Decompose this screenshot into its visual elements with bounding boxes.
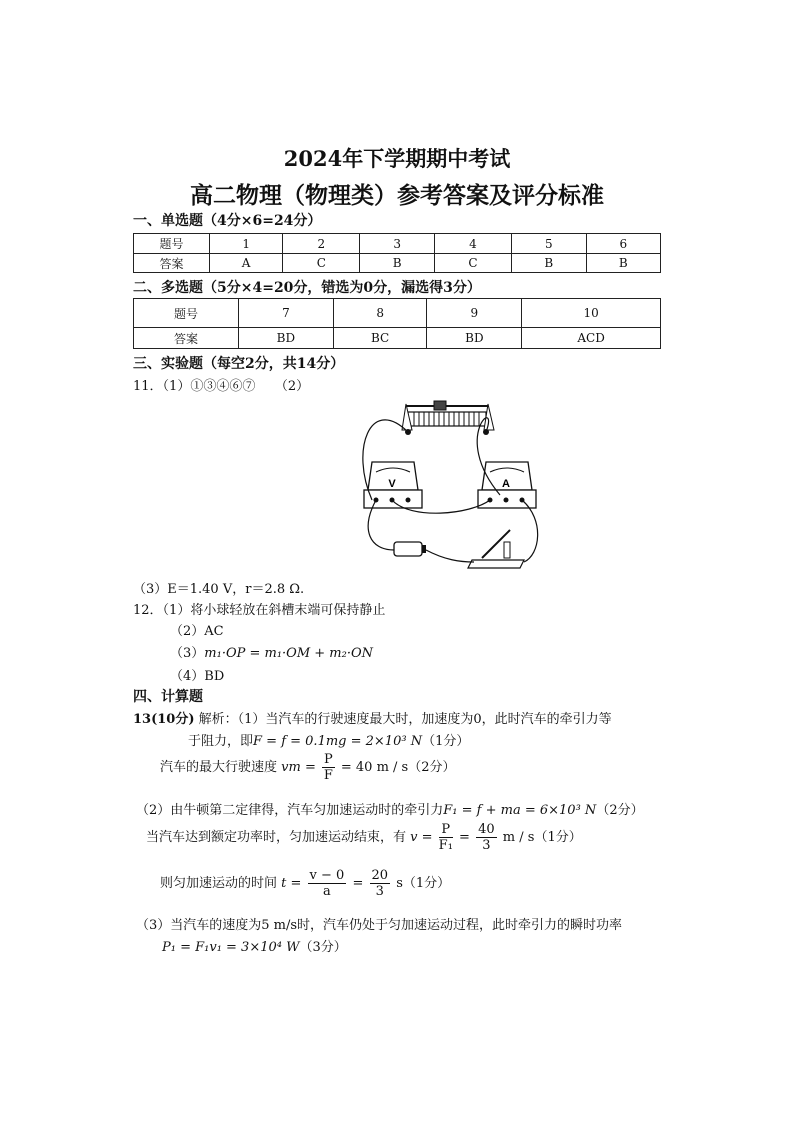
denominator: F — [323, 768, 333, 783]
q12-part3 — [170, 642, 373, 661]
question-number: 4 — [434, 234, 511, 254]
score: （1分） — [422, 734, 470, 749]
table-row — [134, 328, 661, 349]
answer-cell: C — [283, 254, 360, 273]
fraction — [476, 822, 497, 853]
score: （3分） — [299, 940, 347, 955]
answer-cell: B — [512, 254, 586, 273]
answer-cell: ACD — [522, 328, 661, 349]
fraction — [308, 868, 347, 899]
section2-answer-table — [133, 298, 661, 349]
table-row — [134, 254, 661, 273]
answer-cell: A — [210, 254, 283, 273]
q13-time-line — [160, 868, 450, 899]
denominator: F₁ — [438, 838, 453, 853]
switch — [468, 530, 524, 568]
answer-key-title: 高二物理（物理类）参考答案及评分标准 — [190, 182, 604, 209]
ammeter-label: A — [502, 478, 510, 490]
question-number: 7 — [239, 299, 334, 328]
question-number: 3 — [360, 234, 434, 254]
score: （2分） — [408, 760, 456, 775]
denominator: a — [323, 884, 331, 899]
q12-part3-label: （3） — [170, 646, 205, 661]
numerator: 40 — [478, 822, 495, 837]
table-row — [134, 299, 661, 328]
vm-lhs: vm = — [281, 760, 316, 775]
momentum-formula: m₁·OP = m₁·OM + m₂·ON — [204, 646, 374, 661]
circuit-diagram — [350, 390, 540, 575]
q12-part4: （4）BD — [170, 669, 225, 684]
q13-intro — [133, 708, 612, 727]
power-formula: P₁ = F₁v₁ = 3×10⁴ W — [162, 940, 300, 955]
q12-part1: 12．（1）将小球轻放在斜槽末端可保持静止 — [133, 603, 386, 618]
fraction — [439, 822, 453, 853]
q13-part3-text: （3）当汽车的速度为5 m/s时，汽车仍处于匀加速运动过程，此时牵引力的瞬时功率 — [136, 918, 623, 933]
numerator: v − 0 — [309, 868, 345, 883]
q11-part3: （3）E＝1.40 V，r＝2.8 Ω. — [133, 582, 305, 597]
vm-rhs: = 40 m / s — [340, 760, 409, 775]
numerator: P — [439, 822, 453, 838]
row-label: 题号 — [134, 234, 210, 254]
question-number: 10 — [522, 299, 661, 328]
row-label: 答案 — [134, 328, 239, 349]
answer-cell: BD — [239, 328, 334, 349]
numerator: P — [324, 752, 333, 767]
section2-heading: 二、多选题（5分×4=20分，错选为0分，漏选得3分） — [133, 280, 481, 296]
text: 则匀加速运动的时间 — [160, 876, 278, 891]
traction-formula: F₁ = f + ma = 6×10³ N — [443, 803, 597, 818]
question-number: 2 — [283, 234, 360, 254]
question-number: 5 — [512, 234, 586, 254]
q13-part3-formula-line — [162, 936, 347, 955]
unit: m / s — [502, 830, 535, 845]
q13-velocity-line — [146, 822, 582, 853]
section1-heading: 一、单选题（4分×6=24分） — [133, 213, 322, 229]
voltmeter-label: V — [388, 478, 396, 490]
q13-part1-text: 解析：（1）当汽车的行驶速度最大时，加速度为0，此时汽车的牵引力等 — [198, 712, 612, 727]
question-number: 9 — [427, 299, 522, 328]
q13-max-speed-line — [160, 752, 456, 783]
text: 当汽车达到额定功率时，匀加速运动结束，有 — [146, 830, 407, 845]
score: （1分） — [402, 876, 451, 891]
row-label: 题号 — [134, 299, 239, 328]
section3-heading: 三、实验题（每空2分，共14分） — [133, 356, 345, 372]
q11-line1: 11．（1）①③④⑥⑦ （2） — [133, 379, 310, 394]
battery — [394, 542, 426, 556]
friction-formula: F = f = 0.1mg = 2×10³ N — [253, 734, 423, 749]
score: （2分） — [596, 803, 644, 818]
row-label: 答案 — [134, 254, 210, 273]
answer-cell: BD — [427, 328, 522, 349]
answer-cell: C — [434, 254, 511, 273]
denominator: 3 — [482, 838, 491, 853]
t-lhs: t = — [281, 876, 302, 891]
q13-label: 13(10分) — [133, 712, 195, 727]
ammeter — [478, 462, 536, 508]
text: 汽车的最大行驶速度 — [160, 760, 278, 775]
rheostat — [402, 401, 494, 435]
q13-part2-line — [136, 799, 644, 818]
v-lhs: v = — [410, 830, 433, 845]
text: 于阻力，即 — [188, 734, 254, 749]
denominator: 3 — [375, 884, 384, 899]
table-row — [134, 234, 661, 254]
equals: = — [352, 876, 364, 891]
section1-answer-table — [133, 233, 661, 273]
score: （1分） — [534, 830, 582, 845]
question-number: 6 — [586, 234, 660, 254]
numerator: 20 — [371, 868, 389, 883]
q12-part2: （2）AC — [170, 624, 224, 639]
text: （2）由牛顿第二定律得，汽车匀加速运动时的牵引力 — [136, 803, 444, 818]
answer-cell: BC — [333, 328, 427, 349]
q13-part1-formula-line — [188, 730, 469, 749]
exam-title: 2024年下学期期中考试 — [283, 146, 511, 171]
fraction — [370, 868, 391, 899]
question-number: 8 — [333, 299, 427, 328]
question-number: 1 — [210, 234, 283, 254]
answer-cell: B — [586, 254, 660, 273]
fraction — [322, 752, 335, 783]
section4-heading: 四、计算题 — [133, 689, 203, 705]
equals: = — [459, 830, 470, 845]
answer-cell: B — [360, 254, 434, 273]
unit: s — [396, 876, 403, 891]
